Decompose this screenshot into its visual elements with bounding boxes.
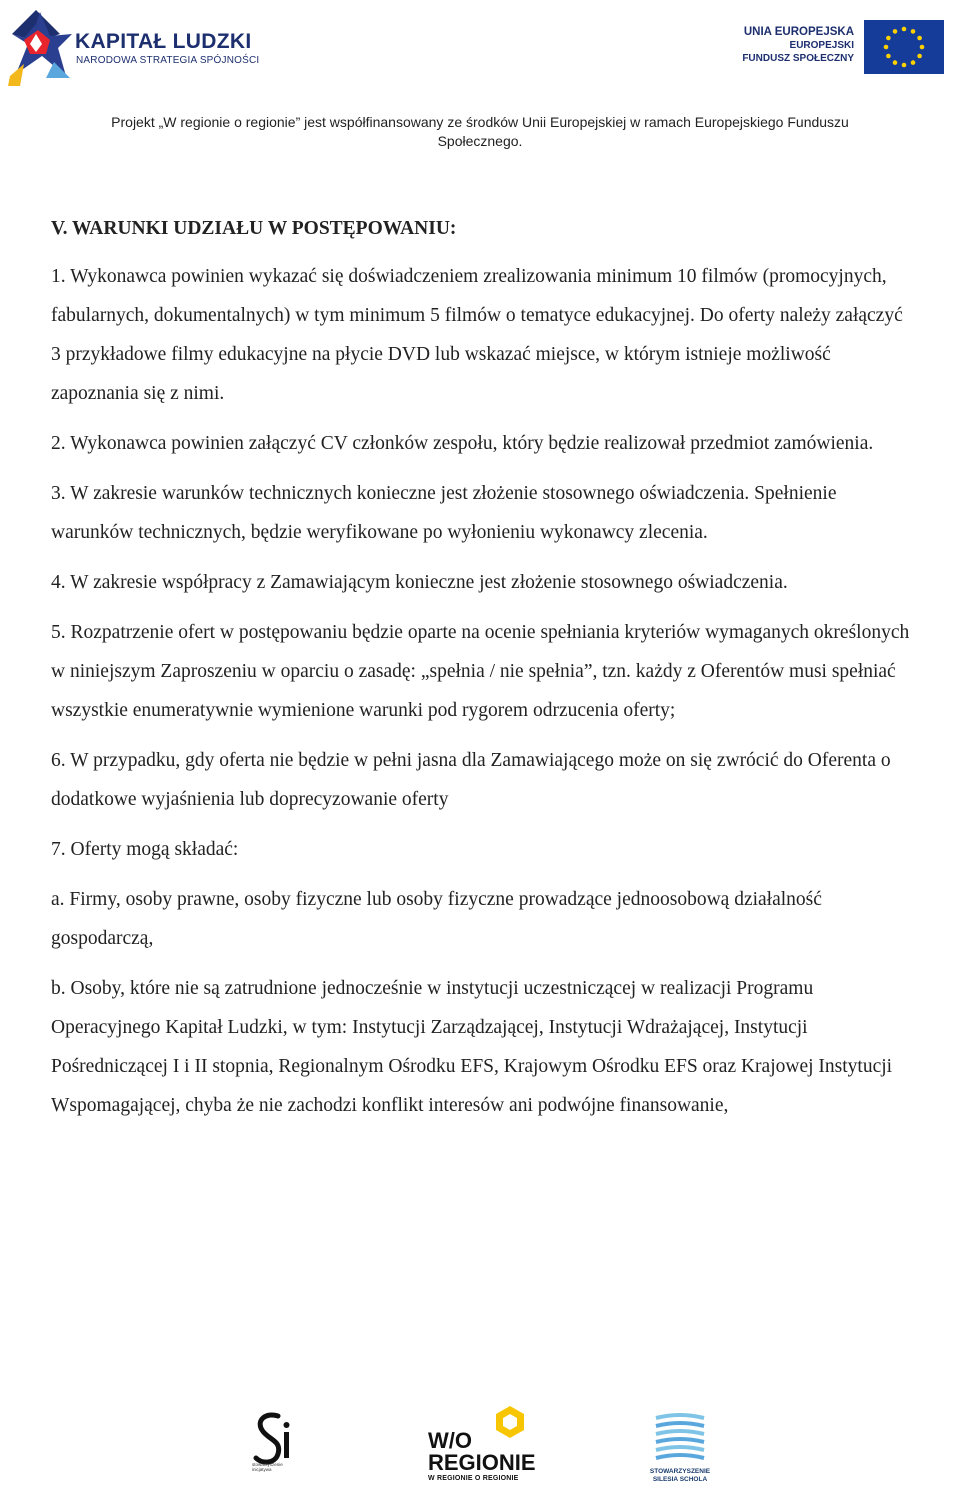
- silesia-schola-caption: [648, 1468, 712, 1484]
- paragraph-7b: b. Osoby, które nie są zatrudnione jednocześnie w instytucji uczestniczącej w realizacji Programu Operacyjnego Kapitał Ludzki, w tym: Instytucji Zarządzającej, Instytucji Wdrażającej, Instytucji Pośredniczącej I i II stopnia, Regionalnym Ośrodku EFS, Krajowym Ośrodku EFS oraz Krajowej Instytucji Wspomagającej, chyba że nie zachodzi konflikt interesów ani podwójne finansowanie,: [51, 978, 893, 1116]
- paragraph-7a: a. Firmy, osoby prawne, osoby fizyczne lub osoby fizyczne prowadzące jednoosobową działalność gospodarczą,: [51, 889, 822, 949]
- page-header: [0, 0, 960, 149]
- kapital-ludzki-title: KAPITAŁ LUDZKI: [75, 30, 252, 53]
- paragraph-4: 4. W zakresie współpracy z Zamawiającym konieczne jest złożenie stosownego oświadczenia.: [51, 572, 788, 593]
- wo-regionie-logo-text: [428, 1430, 536, 1484]
- project-line-2: Społecznego.: [437, 133, 523, 149]
- project-statement: [40, 113, 920, 151]
- project-line-1: Projekt „W regionie o regionie” jest współfinansowany ze środków Unii Europejskiej w ramach Europejskiego Funduszu: [111, 114, 849, 130]
- ss-caption-1: STOWARZYSZENIE: [649, 1468, 711, 1475]
- paragraph-5: 5. Rozpatrzenie ofert w postępowaniu będzie oparte na ocenie spełniania kryteriów wymaganych określonych w niniejszym Zaproszeniu w oparciu o zasadę: „spełnia / nie spełnia”, tzn. każdy z Oferentów musi spełniać wszystkie enumeratywnie wymienione warunki pod rygorem odrzucenia oferty;: [51, 622, 910, 721]
- kapital-ludzki-subtitle: NARODOWA STRATEGIA SPÓJNOŚCI: [76, 55, 260, 66]
- eu-line-1: UNIA EUROPEJSKA: [743, 26, 854, 38]
- document-body: [51, 212, 911, 1136]
- eu-line-3: FUNDUSZ SPOŁECZNY: [742, 53, 854, 64]
- section-heading: V. WARUNKI UDZIAŁU W POSTĘPOWANIU:: [51, 218, 457, 239]
- eu-flag-icon: [864, 20, 944, 74]
- paragraph-7: 7. Oferty mogą składać:: [51, 839, 239, 860]
- wo-line-3: W REGIONIE O REGIONIE: [428, 1475, 519, 1482]
- wo-line-1: W/O: [428, 1428, 472, 1453]
- ss-caption-2: SILESIA SCHOLA: [652, 1476, 708, 1483]
- paragraph-3: 3. W zakresie warunków technicznych konieczne jest złożenie stosownego oświadczenia. Spełnienie warunków technicznych, będzie weryfikowane po wyłonieniu wykonawcy zlecenia.: [51, 483, 837, 543]
- paragraph-2: 2. Wykonawca powinien załączyć CV członków zespołu, który będzie realizował przedmiot zamówienia.: [51, 433, 874, 454]
- eu-line-2: EUROPEJSKI: [789, 40, 854, 51]
- wo-line-2: REGIONIE: [428, 1450, 536, 1475]
- paragraph-1: 1. Wykonawca powinien wykazać się doświadczeniem zrealizowania minimum 10 filmów (promocyjnych, fabularnych, dokumentalnych) w tym minimum 5 filmów o tematyce edukacyjnej. Do oferty należy załączyć 3 przykładowe filmy edukacyjne na płycie DVD lub wskazać miejsce, w którym istnieje możliwość zapoznania się z nimi.: [51, 266, 903, 404]
- paragraph-6: 6. W przypadku, gdy oferta nie będzie w pełni jasna dla Zamawiającego może on się zwrócić do Oferenta o dodatkowe wyjaśnienia lub doprecyzowanie oferty: [51, 750, 891, 810]
- si-logo-caption: stowarzyszenie inicjatywa: [252, 1462, 283, 1472]
- eu-logo-text: [742, 26, 854, 65]
